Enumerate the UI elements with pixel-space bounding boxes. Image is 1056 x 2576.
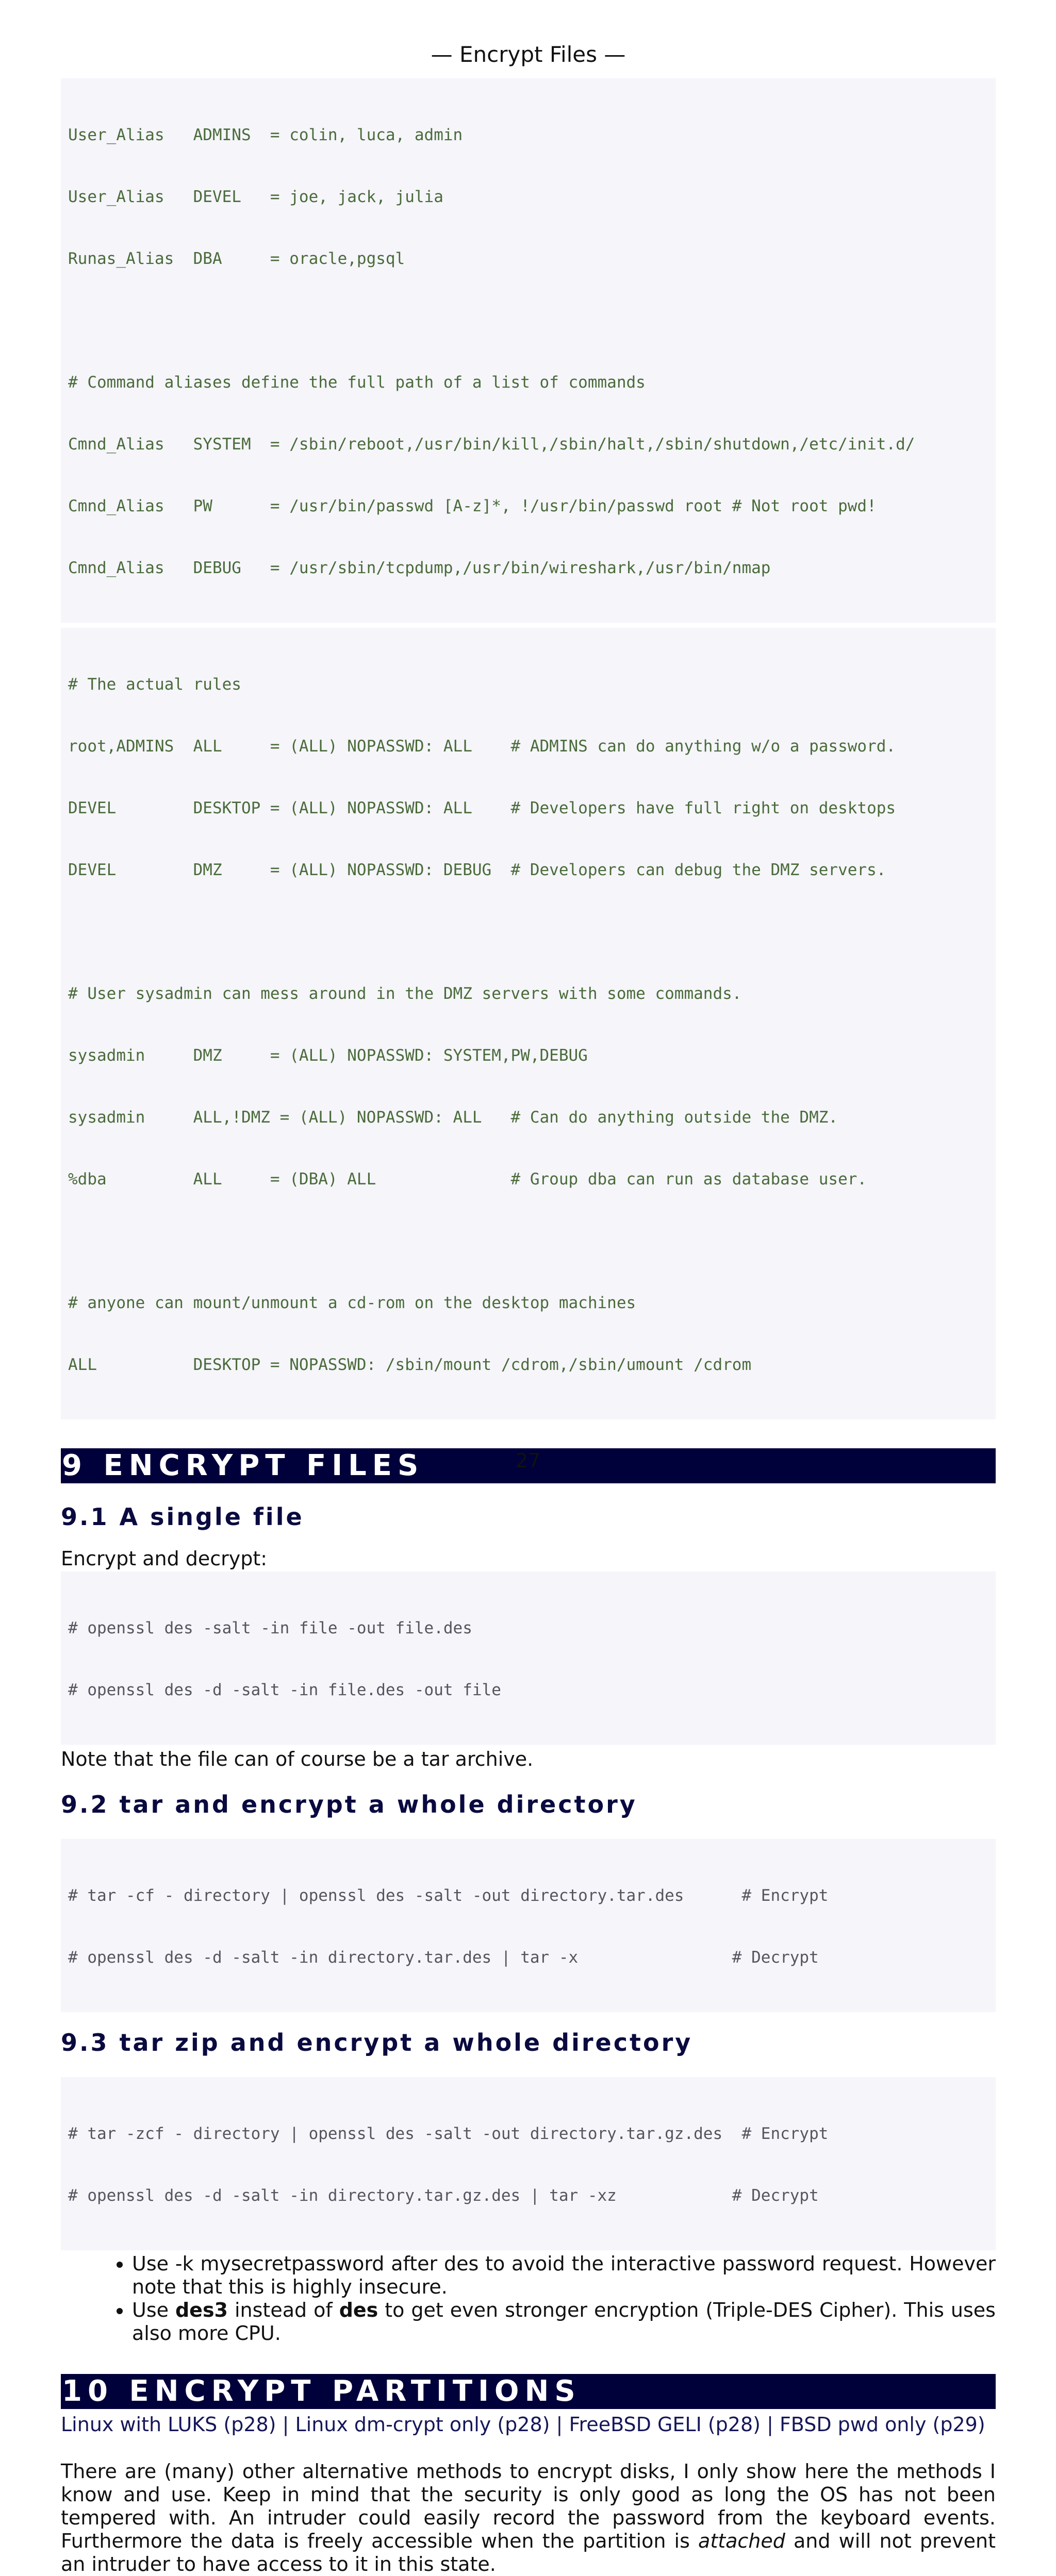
code-line <box>68 310 988 331</box>
subsection-heading-9-1: 9.1 A single file <box>61 1503 304 1531</box>
list-item <box>132 2299 996 2345</box>
bold-term-des3: des3 <box>175 2299 228 2321</box>
link-linux-luks[interactable]: Linux with LUKS (p28) <box>61 2413 276 2436</box>
bold-term-des: des <box>339 2299 378 2321</box>
code-block-tar-zip-encrypt <box>61 2077 996 2250</box>
italic-term-attached: attached <box>698 2530 785 2552</box>
bullet-text: Use <box>132 2299 175 2321</box>
paragraph-text: and will not prevent an intruder to have access to it in this state. <box>61 2530 996 2575</box>
section-heading-10: 10 ENCRYPT PARTITIONS <box>61 2374 996 2409</box>
code-line: # Command aliases define the full path of a list of commands <box>68 373 646 392</box>
code-line: User_Alias DEVEL = joe, jack, julia <box>68 188 443 206</box>
subsection-heading-9-3: 9.3 tar zip and encrypt a whole directory <box>61 2029 693 2056</box>
code-block-tar-encrypt <box>61 1839 996 2012</box>
code-line: Cmnd_Alias DEBUG = /usr/sbin/tcpdump,/usr/bin/wireshark,/usr/bin/nmap <box>68 559 771 577</box>
paragraph-partitions <box>61 2460 996 2576</box>
code-line: # openssl des -d -salt -in directory.tar.gz.des | tar -xz # Decrypt <box>68 2186 819 2205</box>
code-line: # openssl des -d -salt -in file.des -out file <box>68 1681 501 1699</box>
code-block-aliases <box>61 78 996 623</box>
link-separator: | <box>760 2413 780 2436</box>
document-page <box>61 0 996 2576</box>
code-line: ALL DESKTOP = NOPASSWD: /sbin/mount /cdrom,/sbin/umount /cdrom <box>68 1356 752 1374</box>
subsection-heading-9-2: 9.2 tar and encrypt a whole directory <box>61 1791 637 1818</box>
code-line: # User sysadmin can mess around in the DMZ servers with some commands. <box>68 984 742 1003</box>
running-header: — Encrypt Files — <box>431 42 626 67</box>
code-line: User_Alias ADMINS = colin, luca, admin <box>68 126 463 144</box>
code-line: Runas_Alias DBA = oracle,pgsql <box>68 249 405 268</box>
code-line <box>68 1231 988 1251</box>
section-heading-9: 9 ENCRYPT FILES <box>61 1448 996 1483</box>
link-freebsd-geli[interactable]: FreeBSD GELI (p28) <box>569 2413 761 2436</box>
paragraph-text: There are (many) other alternative methods to encrypt disks, I only show here the methods I know and use. Keep in mind that the security is only good as long the OS has not been tempered with. An intruder could easily record the password from the keyboard events. Furthermore the data is freely accessible when the partition is <box>61 2460 996 2552</box>
code-line: # The actual rules <box>68 675 241 694</box>
bullet-text: to get even stronger encryption (Triple-DES Cipher). This uses also more CPU. <box>132 2299 996 2345</box>
code-line: Cmnd_Alias SYSTEM = /sbin/reboot,/usr/bin/kill,/sbin/halt,/sbin/shutdown,/etc/init.d/ <box>68 435 915 454</box>
code-line: # openssl des -salt -in file -out file.des <box>68 1619 472 1637</box>
link-fbsd-pwd-only[interactable]: FBSD pwd only (p29) <box>779 2413 985 2436</box>
code-line: sysadmin DMZ = (ALL) NOPASSWD: SYSTEM,PW,DEBUG <box>68 1046 588 1065</box>
code-line: sysadmin ALL,!DMZ = (ALL) NOPASSWD: ALL # Can do anything outside the DMZ. <box>68 1108 838 1127</box>
code-line: # openssl des -d -salt -in directory.tar.des | tar -x # Decrypt <box>68 1948 819 1967</box>
code-block-single-file <box>61 1571 996 1745</box>
list-item <box>132 2252 996 2299</box>
link-separator: | <box>276 2413 295 2436</box>
code-line: %dba ALL = (DBA) ALL # Group dba can run as database user. <box>68 1170 867 1189</box>
bullet-list <box>61 2252 996 2345</box>
code-line: DEVEL DMZ = (ALL) NOPASSWD: DEBUG # Developers can debug the DMZ servers. <box>68 861 886 879</box>
paragraph-intro: Encrypt and decrypt: <box>61 1547 268 1570</box>
page-number: 27 <box>515 1449 541 1472</box>
partition-method-links <box>61 2413 996 2436</box>
code-line: # tar -zcf - directory | openssl des -salt -out directory.tar.gz.des # Encrypt <box>68 2125 829 2143</box>
bullet-text: instead of <box>228 2299 339 2321</box>
code-line: # tar -cf - directory | openssl des -salt -out directory.tar.des # Encrypt <box>68 1886 829 1905</box>
code-line: # anyone can mount/unmount a cd-rom on the desktop machines <box>68 1294 636 1312</box>
code-line: root,ADMINS ALL = (ALL) NOPASSWD: ALL # ADMINS can do anything w/o a password. <box>68 737 896 756</box>
code-block-rules <box>61 628 996 1419</box>
paragraph-note: Note that the file can of course be a tar archive. <box>61 1748 534 1770</box>
link-separator: | <box>550 2413 569 2436</box>
bullet-text: Use -k mysecretpassword after des to avoid the interactive password request. However note that this is highly insecure. <box>132 2252 996 2298</box>
link-linux-dm-crypt[interactable]: Linux dm-crypt only (p28) <box>295 2413 550 2436</box>
code-line <box>68 922 988 942</box>
code-line: DEVEL DESKTOP = (ALL) NOPASSWD: ALL # Developers have full right on desktops <box>68 799 896 817</box>
code-line: Cmnd_Alias PW = /usr/bin/passwd [A-z]*, !/usr/bin/passwd root # Not root pwd! <box>68 497 877 515</box>
